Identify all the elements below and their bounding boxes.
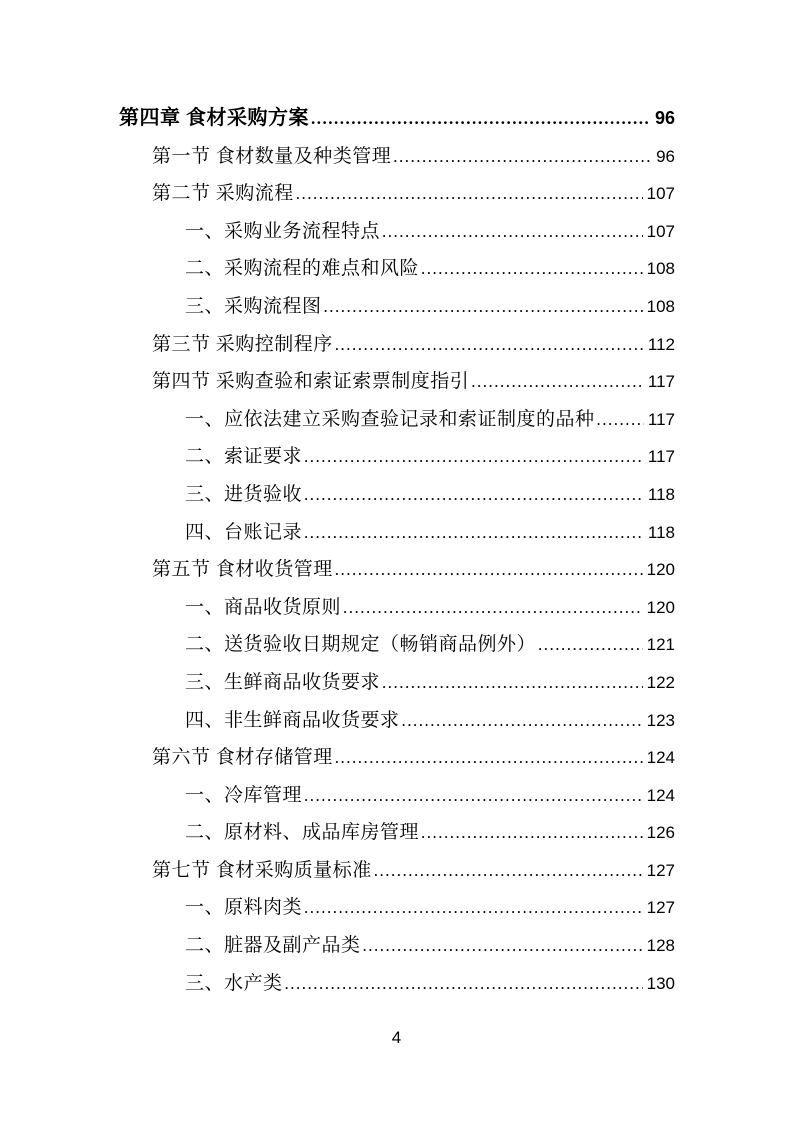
- toc-entry-title: 第四章 食材采购方案: [119, 107, 309, 129]
- dot-leader: [538, 626, 643, 664]
- dot-leader: [402, 702, 643, 740]
- dot-leader: [311, 100, 651, 138]
- dot-leader: [382, 213, 643, 251]
- toc-entry-page: 122: [646, 672, 675, 692]
- toc-entry[interactable]: [119, 438, 675, 476]
- dot-leader: [304, 476, 644, 514]
- page-number: 4: [391, 1028, 402, 1047]
- toc-entry-title: 第一节 食材数量及种类管理: [152, 145, 392, 167]
- dot-leader: [421, 250, 643, 288]
- toc-entry-page: 123: [646, 710, 675, 730]
- toc-entry-title: 一、原料肉类: [185, 897, 303, 919]
- toc-entry-page: 118: [647, 522, 675, 542]
- toc-entry[interactable]: [119, 175, 675, 213]
- dot-leader: [374, 852, 643, 890]
- dot-leader: [471, 363, 644, 401]
- toc-entry-title: 二、脏器及副产品类: [185, 935, 361, 957]
- toc-entry-page: 124: [646, 748, 675, 768]
- dot-leader: [421, 814, 643, 852]
- toc-entry-title: 一、应依法建立采购查验记录和索证制度的品种: [185, 408, 595, 430]
- toc-entry-page: 107: [646, 184, 675, 204]
- dot-leader: [335, 551, 643, 589]
- toc-entry-page: 127: [646, 860, 675, 880]
- toc-entry[interactable]: [119, 250, 675, 288]
- toc-entry-page: 96: [654, 108, 675, 128]
- toc-entry[interactable]: [119, 664, 675, 702]
- toc-entry-page: 117: [647, 372, 675, 392]
- toc-entry-page: 112: [647, 334, 675, 354]
- toc-entry-title: 二、送货验收日期规定（畅销商品例外）: [185, 634, 537, 656]
- toc-entry[interactable]: [119, 138, 675, 176]
- toc-entry-page: 118: [647, 484, 675, 504]
- toc-entry[interactable]: [119, 589, 675, 627]
- toc-entry[interactable]: [119, 326, 675, 364]
- toc-entry-title: 四、台账记录: [185, 521, 303, 543]
- toc-entry-title: 第二节 采购流程: [152, 183, 294, 205]
- toc-entry-title: 二、索证要求: [185, 446, 303, 468]
- toc-entry[interactable]: [119, 927, 675, 965]
- toc-entry-page: 126: [646, 823, 675, 843]
- dot-leader: [335, 326, 644, 364]
- toc-entry-title: 第四节 采购查验和索证索票制度指引: [152, 371, 470, 393]
- toc-entry[interactable]: [119, 889, 675, 927]
- dot-leader: [304, 777, 643, 815]
- toc-entry[interactable]: [119, 551, 675, 589]
- toc-entry-title: 第五节 食材收货管理: [152, 559, 333, 581]
- toc-entry[interactable]: [119, 965, 675, 1003]
- toc-entry-page: 120: [646, 597, 675, 617]
- toc-entry-page: 107: [646, 221, 675, 241]
- toc-entry[interactable]: [119, 476, 675, 514]
- toc-entry-title: 一、商品收货原则: [185, 596, 342, 618]
- toc-entry[interactable]: [119, 626, 675, 664]
- toc-entry-page: 128: [646, 936, 675, 956]
- toc-entry-page: 127: [646, 898, 675, 918]
- toc-entry[interactable]: [119, 739, 675, 777]
- toc-entry[interactable]: [119, 814, 675, 852]
- toc-entry-title: 一、冷库管理: [185, 784, 303, 806]
- toc-entry-page: 130: [646, 973, 675, 993]
- toc-entry-page: 117: [647, 409, 675, 429]
- toc-entry-page: 121: [646, 635, 675, 655]
- table-of-contents: [119, 100, 675, 1002]
- dot-leader: [324, 288, 643, 326]
- dot-leader: [304, 889, 643, 927]
- dot-leader: [335, 739, 643, 777]
- dot-leader: [296, 175, 643, 213]
- toc-entry-page: 108: [646, 296, 675, 316]
- dot-leader: [304, 438, 644, 476]
- toc-entry-page: 117: [647, 447, 675, 467]
- toc-entry[interactable]: [119, 363, 675, 401]
- toc-entry[interactable]: [119, 777, 675, 815]
- dot-leader: [382, 664, 643, 702]
- toc-entry-title: 第三节 采购控制程序: [152, 333, 333, 355]
- toc-entry-title: 二、采购流程的难点和风险: [185, 258, 420, 280]
- toc-entry[interactable]: [119, 852, 675, 890]
- toc-entry[interactable]: [119, 702, 675, 740]
- toc-entry-title: 二、原材料、成品库房管理: [185, 822, 420, 844]
- toc-entry-title: 三、生鲜商品收货要求: [185, 671, 381, 693]
- page-footer: [0, 1028, 793, 1048]
- dot-leader: [343, 589, 643, 627]
- toc-entry[interactable]: [119, 213, 675, 251]
- toc-entry-page: 96: [656, 146, 675, 166]
- toc-entry-page: 124: [646, 785, 675, 805]
- toc-entry-title: 四、非生鲜商品收货要求: [185, 709, 400, 731]
- toc-entry[interactable]: [119, 288, 675, 326]
- toc-entry[interactable]: [119, 401, 675, 439]
- dot-leader: [597, 401, 644, 439]
- toc-entry-title: 三、水产类: [185, 972, 283, 994]
- toc-entry[interactable]: [119, 514, 675, 552]
- toc-entry-title: 第六节 食材存储管理: [152, 747, 333, 769]
- dot-leader: [304, 514, 644, 552]
- toc-entry-title: 第七节 食材采购质量标准: [152, 859, 372, 881]
- toc-entry-title: 三、进货验收: [185, 483, 303, 505]
- toc-entry-page: 108: [646, 259, 675, 279]
- toc-entry-title: 三、采购流程图: [185, 295, 322, 317]
- toc-entry[interactable]: [119, 100, 675, 138]
- dot-leader: [285, 965, 643, 1003]
- toc-entry-page: 120: [646, 560, 675, 580]
- dot-leader: [393, 138, 652, 176]
- toc-entry-title: 一、采购业务流程特点: [185, 220, 381, 242]
- dot-leader: [363, 927, 643, 965]
